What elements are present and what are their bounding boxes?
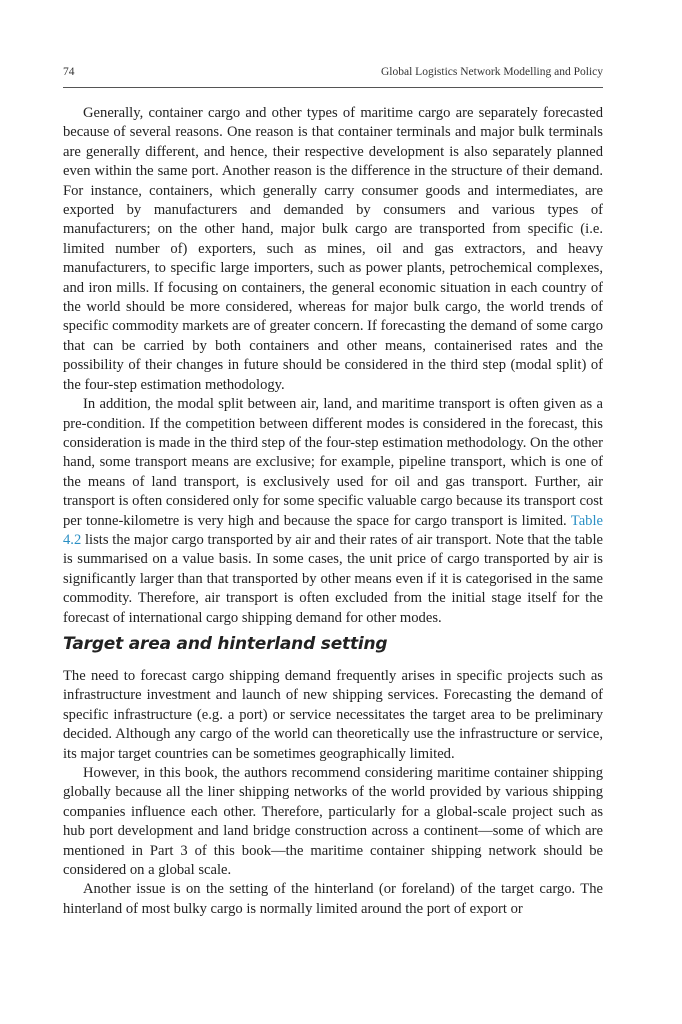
table-4-2-link[interactable]: Table 4.2 [63,512,603,548]
paragraph-modal-split-text-a: In addition, the modal split between air, land, and maritime transport is often given as a pre-condition. If the competition between different modes is considered in the forecast, this consideration is made in the third step of the four-step estimation methodology. On the other hand, some transport means are exclusive; for example, pipeline transport, which is one of the means of land transport, is exclusively used for oil and gas transport. Further, air transport is often considered only for some specific valuable cargo because its transport cost per tonne-kilometre is very high and because the space for cargo transport is limited. [63,396,603,529]
book-title: Global Logistics Network Modelling and Policy [381,66,603,78]
section-modal-considerations [63,104,603,628]
paragraph-global-scope: However, in this book, the authors recommend considering maritime container shipping globally because all the liner shipping networks of the world provided by various shipping companies influence each other. Therefore, particularly for a global-scale project such as hub port development and land bridge construction across a continent—some of which are mentioned in Part 3 of this book—the maritime container shipping network should be considered on a global scale. [63,765,603,879]
section-heading: Target area and hinterland setting [63,634,388,654]
paragraph-target-area: The need to forecast cargo shipping demand frequently arises in specific projects such as infrastructure investment and launch of new shipping services. Forecasting the demand of specific infrastructure (e.g. a port) or service necessitates the target area to be preliminary decided. Although any cargo of the world can theoretically use the infrastructure or service, its major target countries can be sometimes geographically limited. [63,668,603,762]
running-head [63,66,603,80]
page-number: 74 [63,66,75,78]
header-rule [63,87,603,88]
paragraph-container-vs-bulk: Generally, container cargo and other types of maritime cargo are separately forecasted because of several reasons. One reason is that container terminals and major bulk terminals are generally different, and hence, their respective development is also separately planned even within the same port. Another reason is the difference in the structure of their demand. For instance, containers, which generally carry consumer goods and intermediates, are exported by manufacturers and demanded by consumers and various types of manufacturers; on the other hand, major bulk cargo are transported from specific (i.e. limited number of) exporters, such as mines, oil and gas extractors, and heavy manufacturers, to specific large importers, such as power plants, petrochemical complexes, and iron mills. If focusing on containers, the general economic situation in each country of the world should be more considered, whereas for major bulk cargo, the world trends of specific commodity markets are of greater concern. If forecasting the demand of some cargo that can be carried by both containers and other means, containerised rates and the possibility of their changes in future should be considered in the third step (modal split) of the four-step estimation methodology. [63,105,603,393]
paragraph-hinterland: Another issue is on the setting of the hinterland (or foreland) of the target cargo. The hinterland of most bulky cargo is normally limited around the port of export or [63,881,603,917]
section-target-area [63,667,603,919]
paragraph-modal-split [63,395,603,628]
paragraph-modal-split-text-b: lists the major cargo transported by air and their rates of air transport. Note that the table is summarised on a value basis. In some cases, the unit price of cargo transported by air is significantly larger than that transported by other means even if it is categorised in the same commodity. Therefore, air transport is often excluded from the initial stage itself for the forecast of international cargo shipping demand for other modes. [63,531,603,626]
